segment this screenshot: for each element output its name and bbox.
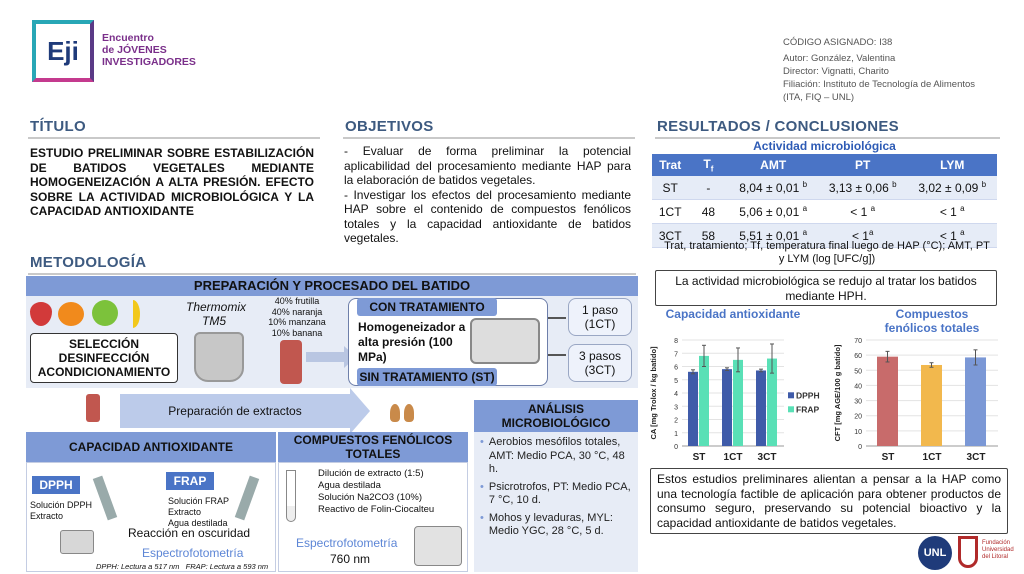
y-tick-label: 40 xyxy=(854,383,862,391)
dpph-steps: Solución DPPH Extracto xyxy=(30,500,93,521)
fundacion-label: Fundación Universidad del Litoral xyxy=(982,540,1014,560)
conclusion-2: Estos estudios preliminares alientan a pensar a la HAP como una tecnología factible de aplicación para obtener productos de consumo seguro, preservando su potencial bioactivo y la capacidad antioxidante de batidos vegetales. xyxy=(657,472,1001,530)
extractos-arrow-head xyxy=(350,388,370,434)
chart-bar xyxy=(756,370,766,446)
x-tick-label: 3CT xyxy=(757,452,777,463)
x-tick-label: 1CT xyxy=(922,452,942,463)
capacidad-title: CAPACIDAD ANTIOXIDANTE xyxy=(26,432,276,462)
con-tratamiento-label: CON TRATAMIENTO xyxy=(357,298,497,316)
paso3-box: 3 pasos (3CT) xyxy=(568,344,632,382)
y-tick-label: 1 xyxy=(674,430,678,438)
event-logo xyxy=(32,20,202,88)
chart-bar xyxy=(965,357,986,446)
fenolicos-steps: Dilución de extracto (1:5) Agua destilada Solución Na2CO3 (10%) Reactivo de Folin-Ciocalteu xyxy=(318,468,435,515)
fenolicos-title: COMPUESTOS FENÓLICOS TOTALES xyxy=(278,432,468,462)
sin-tratamiento-label: SIN TRATAMIENTO (ST) xyxy=(357,368,497,386)
y-tick-label: 60 xyxy=(854,353,862,361)
conclusion-box-1 xyxy=(655,270,997,306)
metodologia-divider xyxy=(28,273,636,275)
legend-swatch xyxy=(788,392,794,398)
homogeneizador-label: Homogeneizador a alta presión (100 MPa) xyxy=(358,320,466,364)
objetivos-heading: OBJETIVOS xyxy=(345,118,434,135)
col-amt: AMT xyxy=(728,154,818,176)
flasks-icon xyxy=(388,396,418,424)
logo-line1: Encuentro xyxy=(102,32,154,44)
lecturas-label: DPPH: Lectura a 517 nm FRAP: Lectura a 593 nm xyxy=(96,562,269,571)
micro-table-note: Trat, tratamiento; Tf, temperatura final luego de HAP (°C); AMT, PT y LYM (log [UFC/g]) xyxy=(664,240,990,265)
table-row: 3CT 58 5,51 ± 0,01 $^a$ < $1^a$ < 1 $^a$ xyxy=(652,224,997,248)
metodologia-heading: METODOLOGÍA xyxy=(30,254,147,271)
fruits-illustration xyxy=(30,298,155,328)
affiliation-label-2: (ITA, FIQ – UNL) xyxy=(783,92,855,103)
y-tick-label: 4 xyxy=(674,391,678,398)
titulo-text: ESTUDIO PRELIMINAR SOBRE ESTABILIZACIÓN DE BATIDOS VEGETALES MEDIANTE HOMOGENEIZACIÓN A ALTA PRESIÓN. EFECTO SOBRE LA ACTIVIDAD MICROBIOLÓGICA Y LA CAPACIDAD ANTIOXIDANTE xyxy=(30,146,314,218)
y-tick-label: 7 xyxy=(674,351,678,359)
objetivos-list xyxy=(344,144,631,246)
legend-swatch xyxy=(788,406,794,412)
micro-table-title: Actividad microbiológica xyxy=(753,139,896,153)
arrow-paso1 xyxy=(548,317,566,319)
fundacion-logo xyxy=(958,534,1020,570)
nm-label: 760 nm xyxy=(330,552,371,566)
arrow-to-treatment xyxy=(306,352,346,362)
frap-tag: FRAP xyxy=(166,472,214,490)
objetivo-1: - Evaluar de forma preliminar la potencial aplicabilidad del procesamiento mediante HAP para la elaboración de batidos vegetales. xyxy=(344,144,631,187)
table-row: 1CT 48 5,06 ± 0,01 $^a$ < 1 $^a$ < 1 $^a$ xyxy=(652,200,997,224)
code-label: CÓDIGO ASIGNADO: I38 xyxy=(783,37,893,48)
extractos-label: Preparación de extractos xyxy=(168,404,302,418)
chart-bar xyxy=(699,356,709,446)
prep-title-bar: PREPARACIÓN Y PROCESADO DEL BATIDO xyxy=(26,276,638,296)
dpph-tag: DPPH xyxy=(32,476,80,494)
x-tick-label: 1CT xyxy=(723,452,743,463)
x-tick-label: 3CT xyxy=(966,452,986,463)
espectro-label-1: Espectrofotometría xyxy=(142,546,244,560)
chart-title: Capacidad antioxidante xyxy=(665,307,801,321)
chart-bar xyxy=(733,360,743,446)
y-tick-label: 5 xyxy=(674,377,678,385)
col-tf: $T_f$ xyxy=(688,154,728,176)
y-tick-label: 0 xyxy=(858,444,862,451)
col-trat: Trat xyxy=(652,154,688,176)
legend-label: DPPH xyxy=(796,390,820,401)
poster-meta xyxy=(783,36,1018,104)
col-lym: LYM xyxy=(907,154,997,176)
chart-bar xyxy=(722,369,732,446)
selection-box xyxy=(30,333,178,383)
director-label: Director: Vignatti, Charito xyxy=(783,66,889,77)
titulo-divider xyxy=(28,137,320,139)
resultados-heading: RESULTADOS / CONCLUSIONES xyxy=(657,118,899,135)
micro-table xyxy=(652,154,997,248)
chart-capacidad-antioxidante xyxy=(646,306,828,468)
banana-icon xyxy=(126,300,140,328)
y-tick-label: 50 xyxy=(854,368,862,376)
apple-icon xyxy=(92,300,118,326)
homogenizer-icon xyxy=(470,318,540,364)
y-tick-label: 10 xyxy=(854,428,862,436)
list-item: • Aerobios mesófilos totales, AMT: Medio PCA, 30 °C, 48 h. xyxy=(480,436,625,475)
espectro-label-2: Espectrofotometría xyxy=(296,536,398,550)
spectro-icon-1 xyxy=(60,530,94,554)
col-pt: PT xyxy=(818,154,908,176)
thermomix-icon xyxy=(194,332,244,382)
objetivo-2: - Investigar los efectos del procesamiento mediante HAP sobre el contenido de compuestos fenólicos totales y la capacidad antioxidante de batidos vegetales. xyxy=(344,187,631,245)
x-tick-label: ST xyxy=(881,452,895,463)
analisis-list xyxy=(480,436,632,539)
sample-tube-icon xyxy=(86,394,100,422)
arrow-paso3 xyxy=(548,354,566,356)
y-tick-label: 0 xyxy=(674,444,678,451)
y-tick-label: 70 xyxy=(854,338,862,345)
orange-icon xyxy=(58,302,84,326)
chart-compuestos-fenolicos xyxy=(830,306,1006,468)
list-item: • Mohos y levaduras, MYL: Medio YGC, 28 °C, 5 d. xyxy=(480,511,613,537)
objetivos-divider xyxy=(343,137,635,139)
y-tick-label: 3 xyxy=(674,404,678,412)
reaccion-label: Reacción en oscuridad xyxy=(128,526,251,540)
titulo-heading: TÍTULO xyxy=(30,118,86,135)
y-tick-label: 20 xyxy=(854,413,862,421)
unl-logo: UNL xyxy=(918,536,952,570)
chart-bar xyxy=(688,372,698,446)
y-tick-label: 8 xyxy=(674,338,678,345)
selection-label: SELECCIÓN DESINFECCIÓN ACONDICIONAMIENTO xyxy=(37,337,171,379)
table-row: ST - 8,04 ± 0,01 $^b$ 3,13 ± 0,06 $^b$ 3,02 ± 0,09 $^b$ xyxy=(652,176,997,200)
y-tick-label: 30 xyxy=(854,398,862,406)
y-tick-label: 6 xyxy=(674,364,678,372)
paso1-box: 1 paso (1CT) xyxy=(568,298,632,336)
author-label: Autor: González, Valentina xyxy=(783,53,896,64)
y-axis-label: CA [mg Trolox / kg batido] xyxy=(649,346,658,440)
legend-label: FRAP xyxy=(796,404,820,415)
test-tube-icon xyxy=(286,470,296,522)
conclusion-1: La actividad microbiológica se redujo al tratar los batidos mediante HPH. xyxy=(675,274,977,303)
y-axis-label: CFT [mg AGE/100 g batido] xyxy=(833,344,842,442)
analisis-title: ANÁLISIS MICROBIOLÓGICO xyxy=(474,400,638,432)
frap-steps: Solución FRAP Extracto Agua destilada xyxy=(168,496,230,528)
micro-table-header xyxy=(652,154,997,176)
recipe-list: 40% frutilla 40% naranja 10% manzana 10% banana xyxy=(268,296,326,338)
spectro-icon-2 xyxy=(414,526,462,566)
affiliation-label: Filiación: Instituto de Tecnología de Alimentos xyxy=(783,79,976,90)
conclusion-box-2 xyxy=(650,468,1008,534)
chart-title: Compuestos fenólicos totales xyxy=(884,307,980,335)
list-item: • Psicrotrofos, PT: Medio PCA, 7 °C, 10 d. xyxy=(480,480,631,506)
logo-mark: Eji xyxy=(32,20,94,82)
x-tick-label: ST xyxy=(692,452,706,463)
smoothie-jar-icon xyxy=(280,340,302,384)
chart-bar xyxy=(877,357,898,446)
y-tick-label: 2 xyxy=(674,417,678,425)
extractos-arrow xyxy=(120,394,350,428)
thermomix-label: Thermomix TM5 xyxy=(186,300,247,328)
strawberry-icon xyxy=(30,302,52,326)
logo-line2: de JÓVENES xyxy=(102,44,167,56)
chart-bar xyxy=(921,365,942,446)
logo-line3: INVESTIGADORES xyxy=(102,56,196,68)
